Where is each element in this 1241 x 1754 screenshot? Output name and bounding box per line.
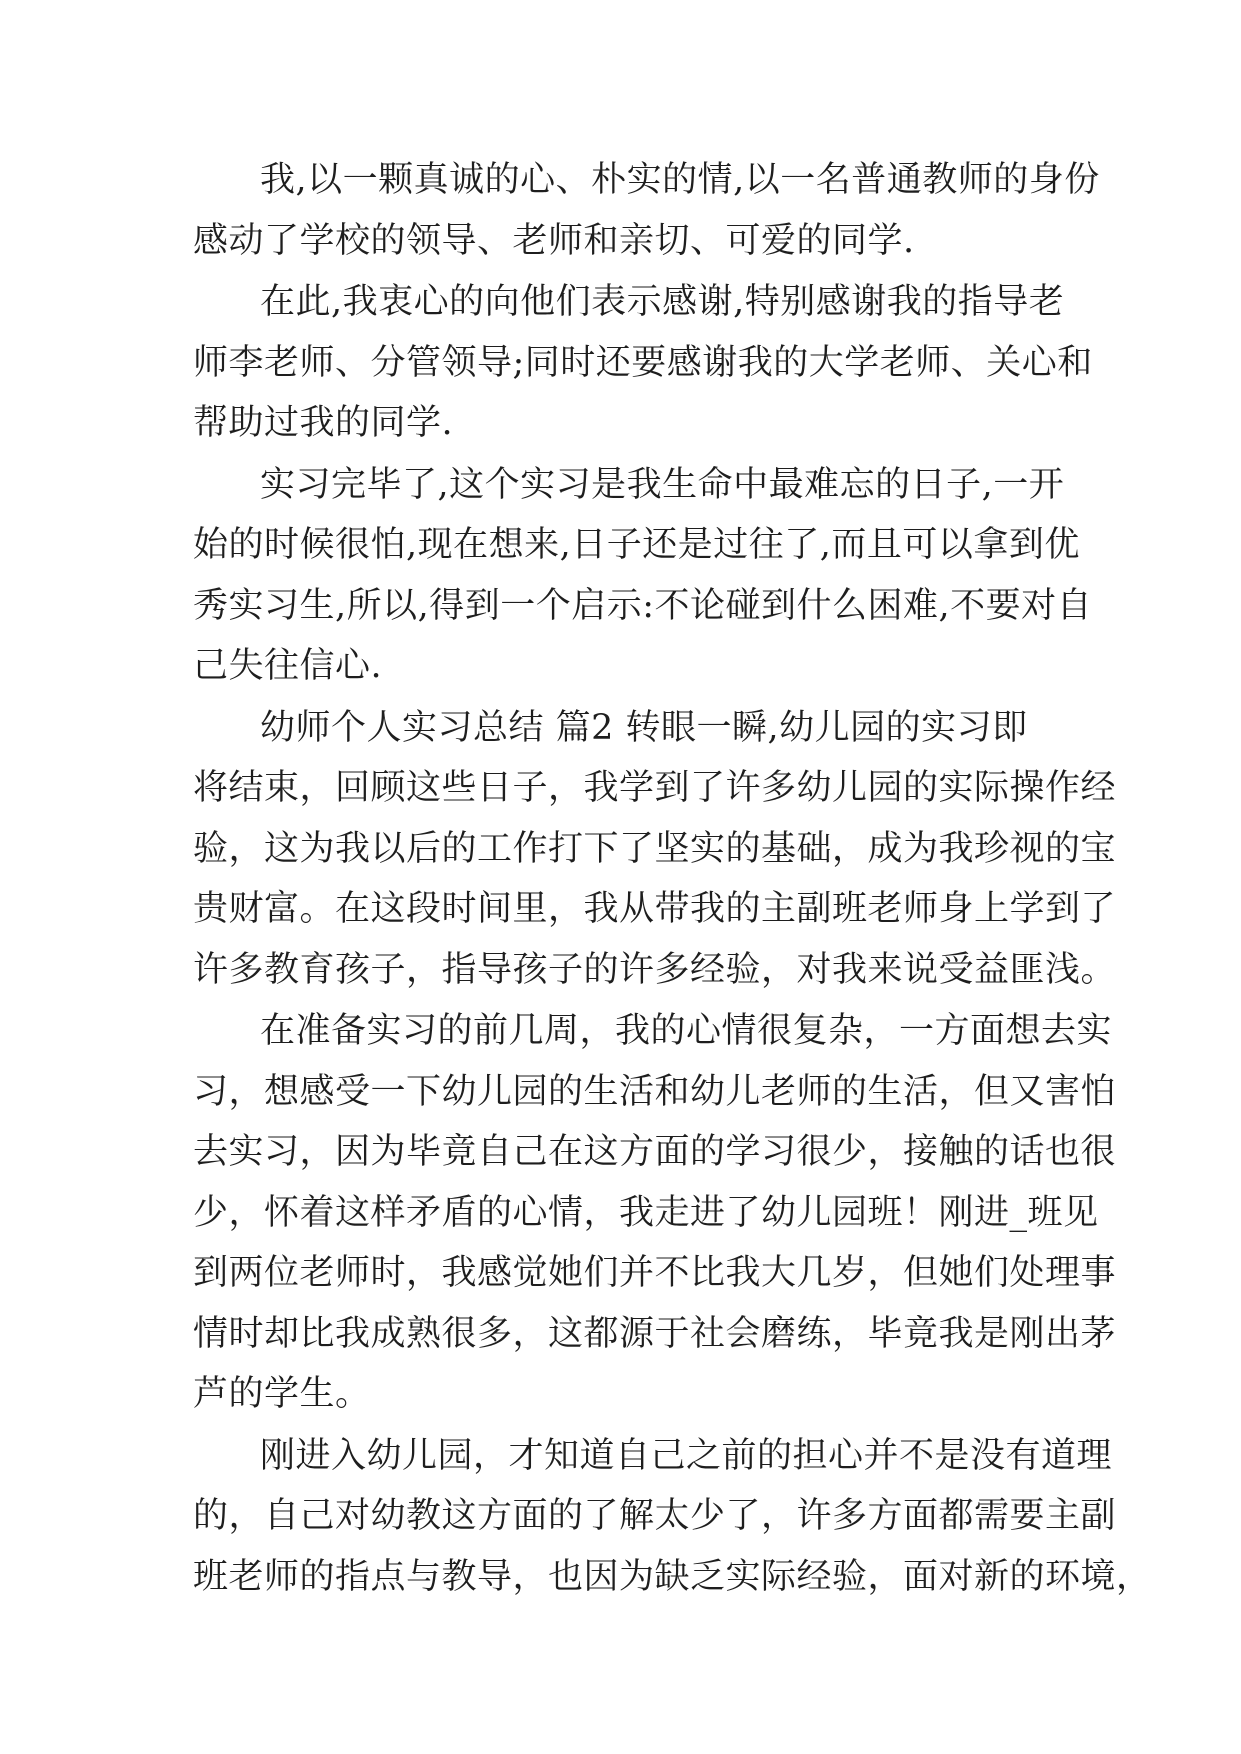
text-line: 贵财富。在这段时间里，我从带我的主副班老师身上学到了 (193, 889, 1117, 929)
document-body (193, 150, 1152, 1608)
text-line: 许多教育孩子，指导孩子的许多经验，对我来说受益匪浅。 (193, 949, 1117, 990)
text-line: 始的时候很怕,现在想来,日子还是过往了,而且可以拿到优 (193, 525, 1080, 565)
paragraph-6 (193, 1426, 1152, 1608)
text-line: 己失往信心. (193, 646, 383, 686)
text-line: 感动了学校的领导、老师和亲切、可爱的同学. (193, 220, 915, 261)
text-line: 情时却比我成熟很多，这都源于社会磨练，毕竟我是刚出茅 (193, 1313, 1117, 1354)
paragraph-2 (193, 272, 1093, 454)
text-line: 验，这为我以后的工作打下了坚实的基础，成为我珍视的宝 (193, 828, 1117, 869)
text-line: 习，想感受一下幼儿园的生活和幼儿老师的生活，但又害怕 (193, 1071, 1117, 1112)
text-line: 实习完毕了,这个实习是我生命中最难忘的日子,一开 (260, 464, 1065, 505)
text-line: 少，怀着这样矛盾的心情，我走进了幼儿园班！刚进_班见 (193, 1192, 1099, 1233)
text-line: 的，自己对幼教这方面的了解太少了，许多方面都需要主副 (193, 1496, 1117, 1536)
text-line: 帮助过我的同学. (193, 403, 454, 443)
paragraph-3 (193, 455, 1093, 697)
text-line: 到两位老师时，我感觉她们并不比我大几岁，但她们处理事 (193, 1253, 1117, 1293)
text-line: 将结束，回顾这些日子，我学到了许多幼儿园的实际操作经 (193, 768, 1117, 808)
text-line: 芦的学生。 (193, 1374, 371, 1414)
text-line: 我,以一颗真诚的心、朴实的情,以一名普通教师的身份 (260, 160, 1100, 200)
paragraph-1 (193, 150, 1100, 271)
text-line: 去实习，因为毕竟自己在这方面的学习很少，接触的话也很 (193, 1132, 1117, 1172)
paragraph-4 (193, 698, 1117, 1001)
text-line: 师李老师、分管领导;同时还要感谢我的大学老师、关心和 (193, 342, 1093, 383)
section-heading-line: 幼师个人实习总结 篇2 转眼一瞬,幼儿园的实习即 (260, 707, 1028, 748)
text-line: 班老师的指点与教导，也因为缺乏实际经验，面对新的环境， (193, 1556, 1152, 1597)
text-line: 刚进入幼儿园，才知道自己之前的担心并不是没有道理 (260, 1435, 1113, 1476)
text-line: 在准备实习的前几周，我的心情很复杂，一方面想去实 (260, 1011, 1113, 1051)
paragraph-5 (193, 1001, 1117, 1425)
text-line: 在此,我衷心的向他们表示感谢,特别感谢我的指导老 (260, 282, 1065, 322)
text-line: 秀实习生,所以,得到一个启示:不论碰到什么困难,不要对自 (193, 585, 1093, 626)
